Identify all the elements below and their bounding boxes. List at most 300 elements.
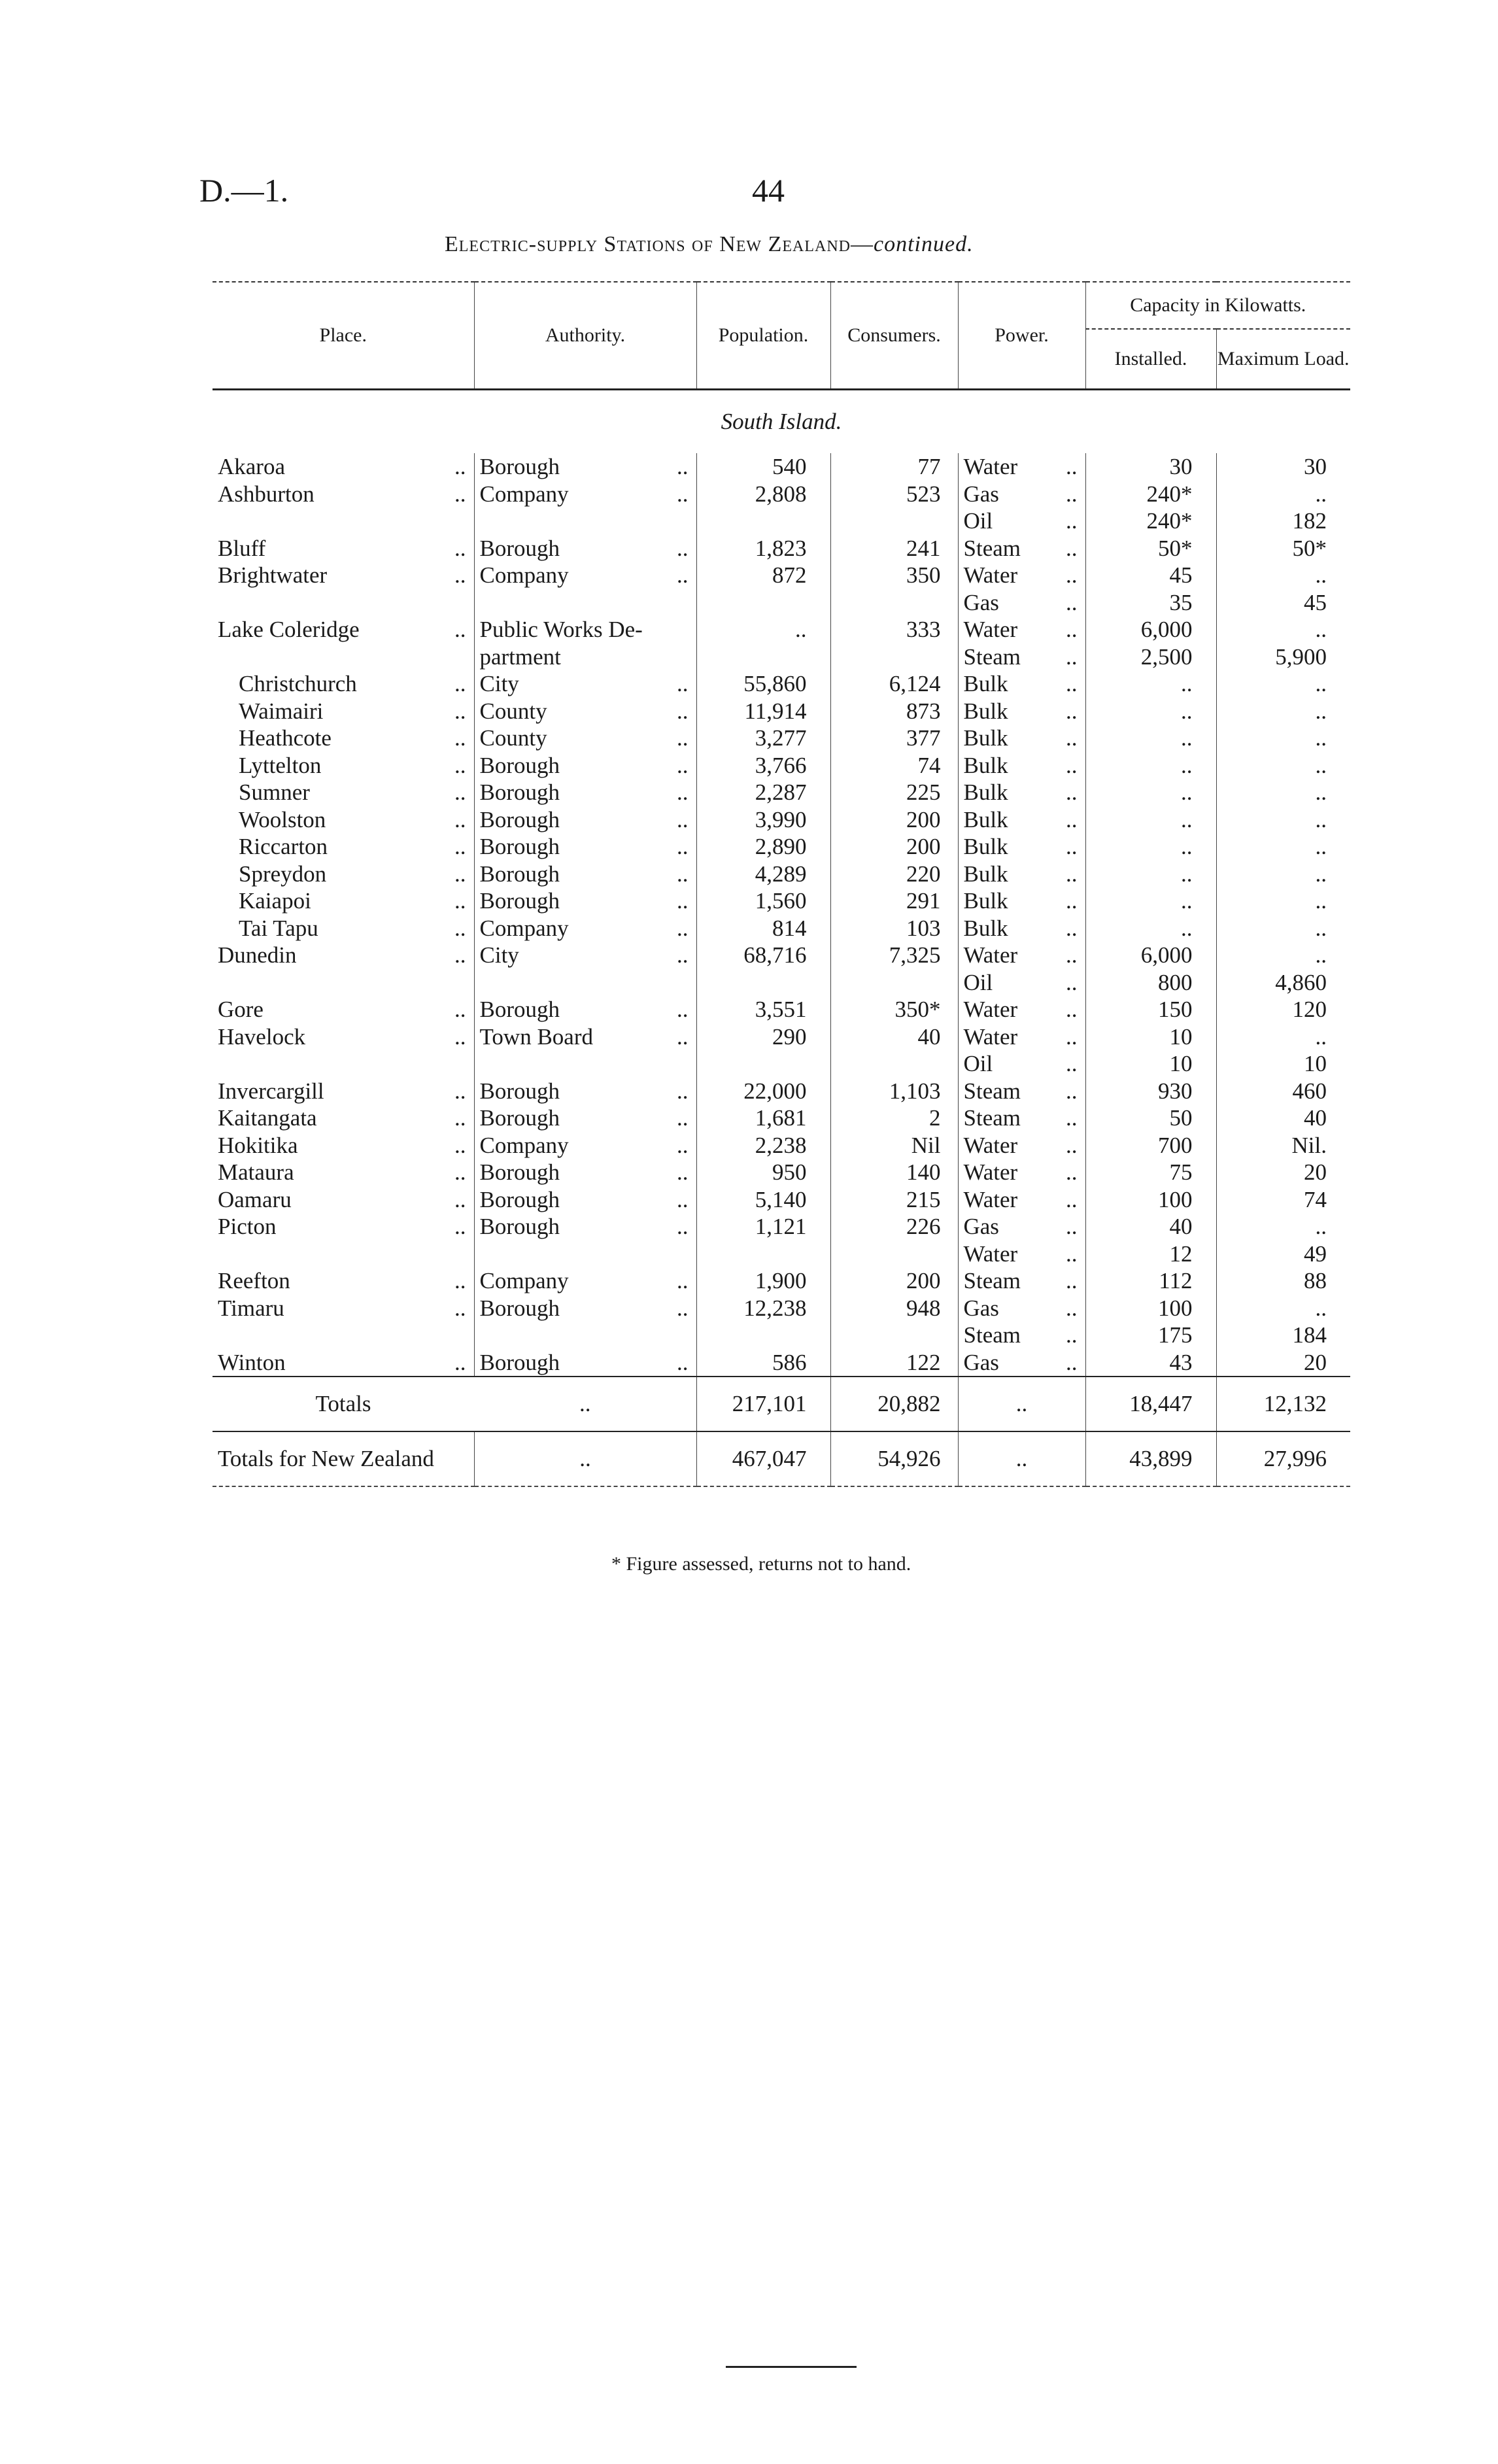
leader-dots: .. xyxy=(1066,671,1078,696)
leader-dots: .. xyxy=(454,671,466,696)
cell-consumers-text: 140 xyxy=(906,1159,941,1185)
table-row xyxy=(213,942,1350,969)
leader-dots: .. xyxy=(454,1159,466,1185)
cell-consumers-text: Nil xyxy=(911,1132,941,1158)
table-row xyxy=(213,752,1350,779)
cell-max-load-text: .. xyxy=(1315,562,1327,588)
cell-population-text: 68,716 xyxy=(743,942,807,968)
document-reference: D.—1. xyxy=(199,172,289,209)
cell-place xyxy=(213,1104,474,1132)
cell-consumers xyxy=(830,942,958,969)
cell-population-text: 814 xyxy=(772,915,807,941)
cell-max-load-text: 460 xyxy=(1292,1078,1327,1104)
cell-place xyxy=(213,1132,474,1159)
cell-max-load-text: .. xyxy=(1315,861,1327,887)
cell-installed xyxy=(1085,589,1216,617)
cell-population xyxy=(696,1159,830,1186)
cell-power-text: Gas xyxy=(963,1295,999,1321)
leader-dots: .. xyxy=(677,861,689,887)
cell-power xyxy=(958,562,1085,589)
leader-dots: .. xyxy=(677,1023,689,1050)
grand-totals-label: Totals for New Zealand xyxy=(213,1431,474,1486)
totals-power: .. xyxy=(958,1377,1085,1431)
leader-dots: .. xyxy=(1066,562,1078,588)
leader-dots: .. xyxy=(1066,1078,1078,1104)
cell-consumers-text: 7,325 xyxy=(889,942,941,968)
cell-installed xyxy=(1085,616,1216,643)
cell-installed xyxy=(1085,725,1216,752)
cell-place xyxy=(213,616,474,643)
cell-consumers-text: 948 xyxy=(906,1295,941,1321)
cell-consumers xyxy=(830,779,958,806)
cell-authority-text: Borough xyxy=(479,834,560,859)
cell-installed-text: 43 xyxy=(1169,1349,1193,1375)
cell-population xyxy=(696,1132,830,1159)
cell-authority xyxy=(474,670,696,698)
cell-max-load xyxy=(1216,643,1350,671)
cell-authority xyxy=(474,942,696,969)
cell-max-load-text: 50* xyxy=(1292,535,1327,561)
totals-population: 217,101 xyxy=(696,1377,830,1431)
col-maxload-header: Maximum Load. xyxy=(1216,329,1350,390)
cell-place xyxy=(213,453,474,481)
cell-power xyxy=(958,833,1085,861)
table-row xyxy=(213,1159,1350,1186)
cell-installed xyxy=(1085,698,1216,725)
cell-place-text: Invercargill xyxy=(218,1078,324,1104)
cell-population xyxy=(696,861,830,888)
totals-max: 12,132 xyxy=(1216,1377,1350,1431)
cell-power-text: Water xyxy=(963,942,1018,968)
cell-power-text: Bulk xyxy=(963,752,1008,778)
cell-authority xyxy=(474,1050,696,1078)
cell-power xyxy=(958,453,1085,481)
cell-installed-text: 50* xyxy=(1158,535,1193,561)
leader-dots: .. xyxy=(677,562,689,588)
col-authority-header: Authority. xyxy=(474,282,696,390)
leader-dots: .. xyxy=(677,671,689,696)
leader-dots: .. xyxy=(1066,1023,1078,1050)
cell-population-text: 3,551 xyxy=(755,997,807,1022)
leader-dots: .. xyxy=(454,942,466,968)
cell-consumers-text: 220 xyxy=(906,861,941,887)
cell-place xyxy=(213,507,474,535)
cell-place xyxy=(213,969,474,997)
cell-population-text: 2,890 xyxy=(755,834,807,859)
table-row xyxy=(213,616,1350,643)
cell-place-text: Reefton xyxy=(218,1268,290,1293)
cell-authority xyxy=(474,969,696,997)
leader-dots: .. xyxy=(454,806,466,832)
cell-max-load-text: 49 xyxy=(1304,1241,1327,1267)
cell-consumers-text: 350* xyxy=(894,997,941,1022)
cell-power xyxy=(958,942,1085,969)
cell-max-load xyxy=(1216,1050,1350,1078)
grand-totals-consumers: 54,926 xyxy=(830,1431,958,1486)
cell-max-load-text: .. xyxy=(1315,1295,1327,1321)
cell-consumers xyxy=(830,453,958,481)
cell-consumers-text: 291 xyxy=(906,888,941,914)
cell-max-load-text: .. xyxy=(1315,779,1327,805)
leader-dots: .. xyxy=(1066,1105,1078,1131)
table-row xyxy=(213,969,1350,997)
cell-authority-text: City xyxy=(479,671,519,696)
cell-consumers xyxy=(830,915,958,942)
table-row xyxy=(213,1050,1350,1078)
cell-installed-text: .. xyxy=(1181,861,1193,887)
table-row xyxy=(213,779,1350,806)
cell-max-load xyxy=(1216,1023,1350,1051)
cell-consumers xyxy=(830,698,958,725)
cell-place xyxy=(213,670,474,698)
cell-authority-text: Company xyxy=(479,562,569,588)
leader-dots: .. xyxy=(454,725,466,751)
cell-place-text: Mataura xyxy=(218,1159,294,1185)
cell-consumers xyxy=(830,616,958,643)
cell-authority xyxy=(474,1349,696,1377)
cell-power xyxy=(958,1322,1085,1349)
leader-dots: .. xyxy=(454,1295,466,1321)
cell-consumers xyxy=(830,969,958,997)
cell-population xyxy=(696,969,830,997)
cell-consumers xyxy=(830,1322,958,1349)
cell-consumers-text: 225 xyxy=(906,779,941,805)
cell-population-text: 4,289 xyxy=(755,861,807,887)
cell-population-text: 950 xyxy=(772,1159,807,1185)
leader-dots: .. xyxy=(1066,997,1078,1022)
cell-population xyxy=(696,1322,830,1349)
cell-population-text: 872 xyxy=(772,562,807,588)
cell-installed-text: 40 xyxy=(1169,1214,1193,1239)
cell-consumers xyxy=(830,589,958,617)
cell-authority-text: Town Board xyxy=(479,1023,593,1050)
cell-place xyxy=(213,1159,474,1186)
cell-max-load-text: .. xyxy=(1315,617,1327,642)
cell-power-text: Bulk xyxy=(963,834,1008,859)
cell-consumers-text: 350 xyxy=(906,562,941,588)
leader-dots: .. xyxy=(1066,1241,1078,1267)
cell-power-text: Gas xyxy=(963,589,999,615)
cell-installed xyxy=(1085,996,1216,1023)
cell-authority-text: Borough xyxy=(479,535,560,561)
cell-installed xyxy=(1085,969,1216,997)
cell-population-text: 11,914 xyxy=(744,698,807,724)
cell-authority-text: Borough xyxy=(479,779,560,805)
cell-max-load-text: .. xyxy=(1315,834,1327,859)
leader-dots: .. xyxy=(677,752,689,778)
table-totals xyxy=(213,1377,1350,1486)
cell-max-load-text: .. xyxy=(1315,1214,1327,1239)
cell-power xyxy=(958,670,1085,698)
table-row xyxy=(213,453,1350,481)
cell-consumers-text: 377 xyxy=(906,725,941,751)
cell-max-load xyxy=(1216,698,1350,725)
leader-dots: .. xyxy=(677,997,689,1022)
cell-authority xyxy=(474,481,696,508)
leader-dots: .. xyxy=(677,698,689,724)
cell-population-text: 3,766 xyxy=(755,752,807,778)
leader-dots: .. xyxy=(677,454,689,479)
cell-place xyxy=(213,698,474,725)
cell-max-load-text: 120 xyxy=(1292,997,1327,1022)
leader-dots: .. xyxy=(454,915,466,941)
cell-max-load xyxy=(1216,915,1350,942)
cell-installed-text: 35 xyxy=(1169,589,1193,615)
cell-max-load-text: 40 xyxy=(1304,1105,1327,1131)
cell-consumers xyxy=(830,1050,958,1078)
cell-authority xyxy=(474,1213,696,1241)
leader-dots: .. xyxy=(1066,1295,1078,1321)
cell-power-text: Water xyxy=(963,1023,1018,1050)
cell-power xyxy=(958,915,1085,942)
cell-consumers-text: 200 xyxy=(906,1268,941,1293)
cell-consumers-text: 523 xyxy=(906,481,941,507)
leader-dots: .. xyxy=(454,888,466,914)
cell-consumers xyxy=(830,1104,958,1132)
leader-dots: .. xyxy=(1066,888,1078,914)
cell-authority-text: City xyxy=(479,942,519,968)
leader-dots: .. xyxy=(1066,643,1078,670)
cell-population-text: 22,000 xyxy=(743,1078,807,1104)
cell-power-text: Gas xyxy=(963,481,999,507)
cell-power xyxy=(958,861,1085,888)
col-power-header: Power. xyxy=(958,282,1085,390)
cell-population xyxy=(696,806,830,834)
cell-population-text: 2,238 xyxy=(755,1132,807,1158)
cell-place xyxy=(213,1213,474,1241)
leader-dots: .. xyxy=(677,1349,689,1375)
cell-max-load xyxy=(1216,1267,1350,1295)
cell-consumers xyxy=(830,861,958,888)
cell-power xyxy=(958,616,1085,643)
cell-authority xyxy=(474,1159,696,1186)
cell-max-load-text: 182 xyxy=(1292,508,1327,534)
cell-installed xyxy=(1085,1186,1216,1214)
cell-power xyxy=(958,779,1085,806)
cell-authority xyxy=(474,643,696,671)
cell-authority-text: Borough xyxy=(479,1214,560,1239)
leader-dots: .. xyxy=(1066,806,1078,832)
cell-power-text: Oil xyxy=(963,1051,993,1076)
cell-place-text: Winton xyxy=(218,1349,286,1375)
leader-dots: .. xyxy=(1066,1322,1078,1348)
cell-place xyxy=(213,562,474,589)
cell-installed xyxy=(1085,942,1216,969)
table-header xyxy=(213,282,1350,390)
cell-population-text: 2,287 xyxy=(755,779,807,805)
cell-max-load-text: 74 xyxy=(1304,1186,1327,1212)
cell-place xyxy=(213,725,474,752)
cell-max-load xyxy=(1216,1104,1350,1132)
cell-place xyxy=(213,1186,474,1214)
cell-place xyxy=(213,1267,474,1295)
cell-consumers xyxy=(830,1132,958,1159)
cell-power xyxy=(958,1104,1085,1132)
cell-population xyxy=(696,915,830,942)
cell-authority xyxy=(474,562,696,589)
cell-power-text: Bulk xyxy=(963,698,1008,724)
cell-population xyxy=(696,453,830,481)
cell-power-text: Water xyxy=(963,562,1018,588)
table-row xyxy=(213,996,1350,1023)
cell-authority-text: Borough xyxy=(479,752,560,778)
cell-consumers-text: 74 xyxy=(917,752,941,778)
table-row xyxy=(213,1023,1350,1051)
cell-power-text: Bulk xyxy=(963,671,1008,696)
cell-consumers xyxy=(830,1295,958,1322)
leader-dots: .. xyxy=(1066,1268,1078,1293)
page-number: 44 xyxy=(752,172,785,209)
table-row xyxy=(213,535,1350,562)
cell-power xyxy=(958,969,1085,997)
leader-dots: .. xyxy=(1066,779,1078,805)
cell-power-text: Gas xyxy=(963,1214,999,1239)
leader-dots: .. xyxy=(454,1349,466,1375)
table-row xyxy=(213,833,1350,861)
grand-totals-installed: 43,899 xyxy=(1085,1431,1216,1486)
cell-authority xyxy=(474,616,696,643)
cell-consumers-text: 6,124 xyxy=(889,671,941,696)
cell-place-text: Lyttelton xyxy=(239,752,322,778)
cell-authority xyxy=(474,1322,696,1349)
cell-max-load xyxy=(1216,1186,1350,1214)
table-row xyxy=(213,1295,1350,1322)
cell-place-text: Waimairi xyxy=(239,698,324,724)
table-row xyxy=(213,725,1350,752)
cell-power-text: Steam xyxy=(963,535,1021,561)
cell-installed-text: 50 xyxy=(1169,1105,1193,1131)
cell-authority-text: Company xyxy=(479,481,569,507)
cell-population xyxy=(696,1213,830,1241)
cell-installed-text: .. xyxy=(1181,834,1193,859)
cell-power-text: Steam xyxy=(963,1078,1021,1104)
cell-installed xyxy=(1085,1078,1216,1105)
cell-power-text: Oil xyxy=(963,508,993,534)
cell-max-load-text: .. xyxy=(1315,671,1327,696)
cell-authority xyxy=(474,535,696,562)
cell-place xyxy=(213,643,474,671)
cell-population xyxy=(696,1078,830,1105)
cell-place-text: Timaru xyxy=(218,1295,284,1321)
cell-authority xyxy=(474,589,696,617)
cell-installed-text: 10 xyxy=(1169,1023,1193,1050)
cell-power xyxy=(958,752,1085,779)
cell-authority xyxy=(474,1186,696,1214)
cell-authority xyxy=(474,1132,696,1159)
cell-consumers xyxy=(830,752,958,779)
cell-power xyxy=(958,996,1085,1023)
cell-place-text: Ashburton xyxy=(218,481,315,507)
cell-authority-text: Borough xyxy=(479,1105,560,1131)
totals-authority: .. xyxy=(474,1377,696,1431)
cell-power xyxy=(958,589,1085,617)
cell-power-text: Steam xyxy=(963,643,1021,670)
grand-totals-row xyxy=(213,1431,1350,1486)
cell-place xyxy=(213,1349,474,1377)
cell-authority-text: Borough xyxy=(479,1078,560,1104)
cell-population xyxy=(696,535,830,562)
cell-power xyxy=(958,1023,1085,1051)
cell-place-text: Hokitika xyxy=(218,1132,298,1158)
leader-dots: .. xyxy=(454,1186,466,1212)
leader-dots: .. xyxy=(677,806,689,832)
leader-dots: .. xyxy=(454,779,466,805)
col-population-header: Population. xyxy=(696,282,830,390)
cell-power-text: Bulk xyxy=(963,861,1008,887)
leader-dots: .. xyxy=(677,535,689,561)
cell-consumers xyxy=(830,806,958,834)
cell-power-text: Oil xyxy=(963,969,993,995)
cell-installed xyxy=(1085,1104,1216,1132)
cell-installed-text: .. xyxy=(1181,698,1193,724)
leader-dots: .. xyxy=(677,1159,689,1185)
cell-population xyxy=(696,996,830,1023)
table-row xyxy=(213,1267,1350,1295)
leader-dots: .. xyxy=(454,698,466,724)
cell-place xyxy=(213,1322,474,1349)
cell-place-text: Kaiapoi xyxy=(239,888,311,914)
leader-dots: .. xyxy=(677,1295,689,1321)
cell-population xyxy=(696,752,830,779)
cell-place-text: Bluff xyxy=(218,535,266,561)
cell-authority xyxy=(474,1104,696,1132)
cell-max-load xyxy=(1216,942,1350,969)
totals-consumers: 20,882 xyxy=(830,1377,958,1431)
leader-dots: .. xyxy=(677,725,689,751)
cell-population xyxy=(696,833,830,861)
cell-population-text: 5,140 xyxy=(755,1186,807,1212)
cell-max-load xyxy=(1216,779,1350,806)
title-continued: continued. xyxy=(874,232,974,256)
cell-installed-text: 175 xyxy=(1158,1322,1193,1348)
cell-max-load-text: .. xyxy=(1315,915,1327,941)
cell-place-text: Heathcote xyxy=(239,725,332,751)
totals-installed: 18,447 xyxy=(1085,1377,1216,1431)
cell-population-text: 586 xyxy=(772,1349,807,1375)
grand-totals-power: .. xyxy=(958,1431,1085,1486)
cell-consumers xyxy=(830,1078,958,1105)
cell-authority-text: Company xyxy=(479,1132,569,1158)
grand-totals-authority: .. xyxy=(474,1431,696,1486)
table-row xyxy=(213,806,1350,834)
leader-dots: .. xyxy=(1066,834,1078,859)
leader-dots: .. xyxy=(1066,942,1078,968)
cell-installed xyxy=(1085,562,1216,589)
col-capacity-header: Capacity in Kilowatts. xyxy=(1085,282,1350,329)
col-installed-header: Installed. xyxy=(1085,329,1216,390)
table-row xyxy=(213,1241,1350,1268)
cell-authority xyxy=(474,453,696,481)
cell-population-text: 12,238 xyxy=(743,1295,807,1321)
cell-installed-text: 112 xyxy=(1159,1268,1193,1293)
table-row xyxy=(213,698,1350,725)
cell-max-load-text: 20 xyxy=(1304,1349,1327,1375)
cell-installed xyxy=(1085,1023,1216,1051)
cell-max-load-text: .. xyxy=(1315,806,1327,832)
cell-consumers xyxy=(830,996,958,1023)
cell-consumers-text: 200 xyxy=(906,834,941,859)
cell-installed xyxy=(1085,1132,1216,1159)
cell-place xyxy=(213,833,474,861)
cell-place-text: Akaroa xyxy=(218,454,286,479)
table-row xyxy=(213,1349,1350,1377)
cell-place-text: Riccarton xyxy=(239,834,328,859)
cell-place xyxy=(213,1023,474,1051)
cell-max-load xyxy=(1216,887,1350,915)
cell-population xyxy=(696,1050,830,1078)
cell-consumers-text: 103 xyxy=(906,915,941,941)
cell-population xyxy=(696,670,830,698)
